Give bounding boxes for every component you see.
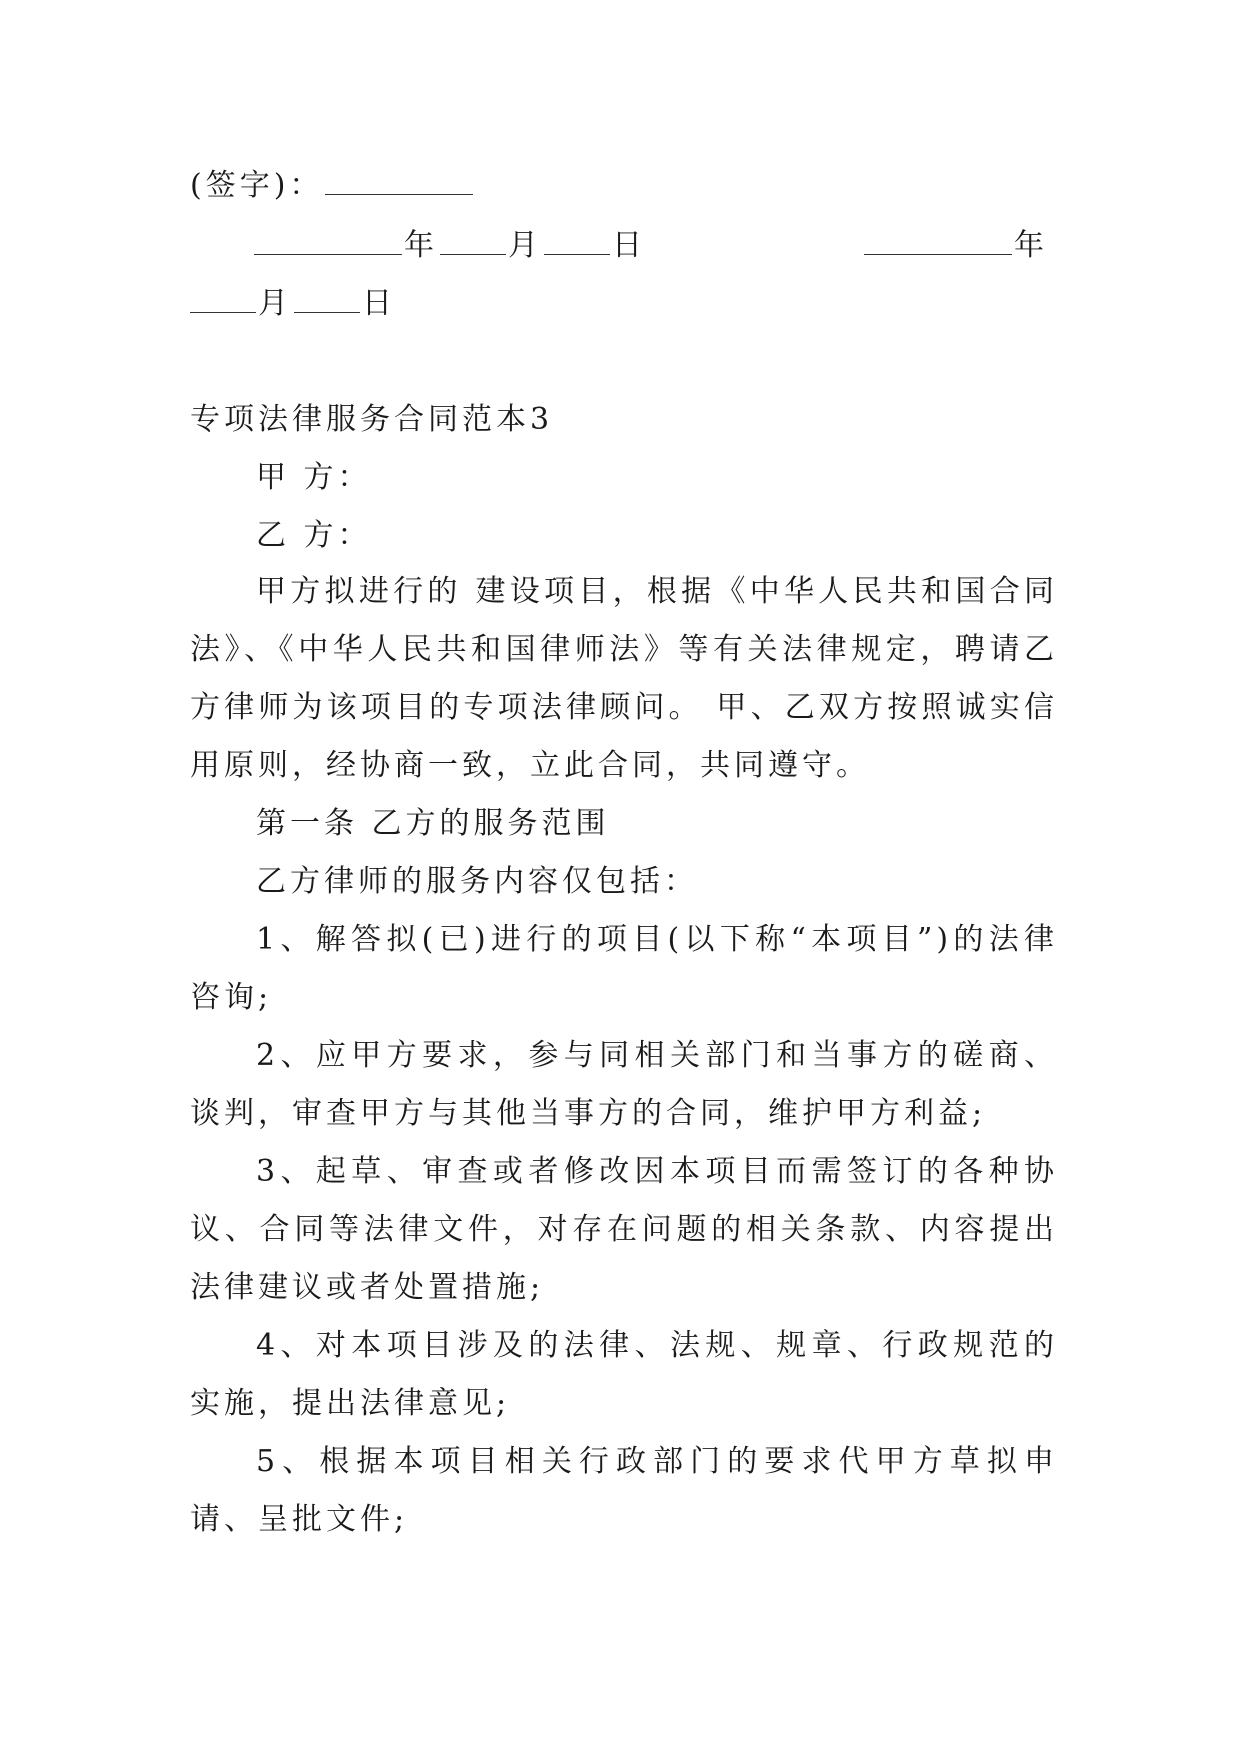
day-label: 日 xyxy=(612,228,646,263)
date-line-1 xyxy=(252,226,646,266)
scope-item-1: 1、解答拟(已)进行的项目(以下称“本项目”)的法律咨询; xyxy=(190,922,1058,1015)
article-1-heading: 第一条 乙方的服务范围 xyxy=(256,806,610,841)
year-blank-2 xyxy=(864,226,1012,255)
day-blank xyxy=(544,226,610,255)
day-label-2: 日 xyxy=(362,286,396,321)
month-blank xyxy=(440,226,506,255)
month-label: 月 xyxy=(508,228,542,263)
signature-label: (签字)： xyxy=(190,168,324,203)
day-blank-2 xyxy=(294,284,360,313)
party-b: 乙 方： xyxy=(256,518,372,553)
date-line-2 xyxy=(188,284,396,324)
year-label-2: 年 xyxy=(1014,228,1048,263)
year-blank xyxy=(254,226,402,255)
year-label: 年 xyxy=(404,228,438,263)
scope-intro: 乙方律师的服务内容仅包括： xyxy=(256,864,698,899)
intro-paragraph: 甲方拟进行的 建设项目，根据《中华人民共和国合同法》、《中华人民共和国律师法》等有关法律规定，聘请乙方律师为该项目的专项法律顾问。 甲、乙双方按照诚实信用原则，经协商一致，立此合同，共同遵守。 xyxy=(190,574,1058,783)
document-title: 专项法律服务合同范本3 xyxy=(190,402,554,437)
scope-item-5: 5、根据本项目相关行政部门的要求代甲方草拟申请、呈批文件; xyxy=(190,1444,1058,1537)
signature-blank xyxy=(325,166,473,195)
signature-line xyxy=(190,166,475,206)
date-line-1-second-year xyxy=(862,226,1048,266)
month-label-2: 月 xyxy=(258,286,292,321)
scope-item-2: 2、应甲方要求，参与同相关部门和当事方的磋商、谈判，审查甲方与其他当事方的合同，维护甲方利益; xyxy=(190,1038,1058,1131)
party-a: 甲 方： xyxy=(256,460,372,495)
scope-item-3: 3、起草、审查或者修改因本项目而需签订的各种协议、合同等法律文件，对存在问题的相关条款、内容提出法律建议或者处置措施; xyxy=(190,1154,1058,1305)
scope-item-4: 4、对本项目涉及的法律、法规、规章、行政规范的实施，提出法律意见; xyxy=(190,1328,1058,1421)
month-blank-2 xyxy=(190,284,256,313)
